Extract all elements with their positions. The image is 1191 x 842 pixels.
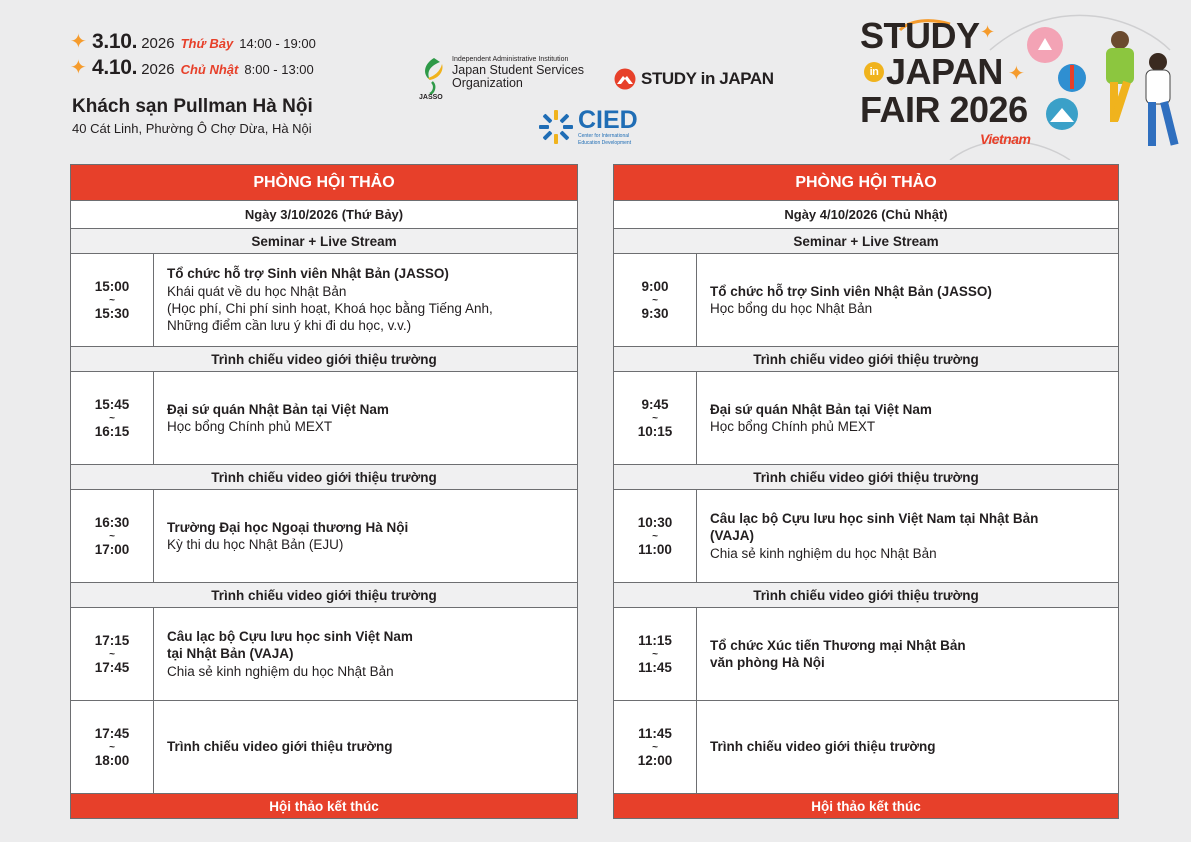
schedule-table-day2 (613, 164, 1119, 819)
table-row (614, 701, 1118, 794)
session-desc (697, 254, 1118, 346)
session-end: 9:30 (641, 305, 669, 321)
session-start: 15:45 (94, 396, 130, 412)
study-in-japan-text: STUDY in JAPAN (641, 69, 774, 88)
date-line-2 (70, 56, 316, 82)
session-end: 11:00 (638, 541, 672, 557)
session-topic: (Học phí, Chi phí sinh hoạt, Khoá học bằng Tiếng Anh, (167, 301, 493, 316)
table-row (71, 372, 577, 465)
session-start: 15:00 (94, 278, 130, 294)
date-weekday: Thứ Bảy (180, 36, 234, 51)
tilde: ~ (109, 530, 115, 542)
table-date: Ngày 3/10/2026 (Thứ Bảy) (71, 201, 577, 229)
session-end: 18:00 (94, 752, 130, 768)
date-day-month: 3.10. (92, 30, 138, 53)
date-day-month: 4.10. (92, 56, 138, 79)
session-topic: Học bổng Chính phủ MEXT (167, 419, 333, 434)
session-end: 17:45 (94, 659, 130, 675)
session-start: 9:45 (641, 396, 669, 412)
video-band: Trình chiếu video giới thiệu trường (614, 465, 1118, 490)
tilde: ~ (109, 648, 115, 660)
venue-name: Khách sạn Pullman Hà Nội (72, 96, 313, 117)
event-dates (70, 30, 316, 82)
session-desc (154, 254, 577, 346)
tilde: ~ (109, 412, 115, 424)
tilde: ~ (652, 412, 658, 424)
session-desc (697, 372, 1118, 464)
video-band: Trình chiếu video giới thiệu trường (71, 583, 577, 608)
tilde: ~ (652, 294, 658, 306)
table-title: PHÒNG HỘI THẢO (71, 165, 577, 201)
cied-sub-line1: Center for International (578, 133, 630, 139)
session-desc (154, 608, 577, 700)
session-time (71, 608, 154, 700)
session-end: 12:00 (637, 752, 673, 768)
study-in-japan-logo (614, 68, 774, 90)
session-topic: Kỳ thi du học Nhật Bản (EJU) (167, 537, 344, 552)
jasso-tagline: Independent Administrative Institution (452, 56, 569, 63)
cied-logo (538, 108, 638, 146)
table-row (71, 701, 577, 794)
sparkle-icon: ✦ (70, 31, 87, 53)
svg-text:✦: ✦ (1008, 61, 1025, 85)
session-desc (697, 701, 1118, 793)
session-org: văn phòng Hà Nội (710, 655, 825, 670)
session-time (614, 490, 697, 582)
session-start: 11:45 (638, 725, 672, 741)
session-time (71, 701, 154, 793)
session-org: Đại sứ quán Nhật Bản tại Việt Nam (167, 401, 389, 417)
fair-line3: FAIR 2026 (860, 89, 1028, 130)
fair-line2: JAPAN (886, 51, 1003, 92)
session-end: 16:15 (94, 423, 130, 439)
tilde: ~ (652, 530, 658, 542)
jasso-name-line2: Organization (452, 76, 523, 91)
session-time (614, 254, 697, 346)
session-desc (154, 701, 577, 793)
fair-country: Vietnam (980, 131, 1031, 147)
session-org: (VAJA) (710, 528, 755, 544)
tilde: ~ (652, 741, 658, 753)
session-start: 17:45 (94, 725, 130, 741)
session-topic: Học bổng Chính phủ MEXT (710, 419, 876, 434)
session-org: Trình chiếu video giới thiệu trường (710, 739, 936, 755)
session-time (614, 608, 697, 700)
date-line-1 (70, 30, 316, 56)
session-topic: Chia sẻ kinh nghiệm du học Nhật Bản (710, 545, 937, 561)
session-org: Câu lạc bộ Cựu lưu học sinh Việt Nam tại Nhật Bản (710, 511, 1039, 527)
session-desc (154, 372, 577, 464)
session-org: Tổ chức hỗ trợ Sinh viên Nhật Bản (JASSO) (167, 266, 449, 282)
sparkle-icon: ✦ (70, 57, 87, 79)
table-row (71, 254, 577, 347)
session-desc (154, 490, 577, 582)
video-band: Trình chiếu video giới thiệu trường (614, 583, 1118, 608)
tilde: ~ (109, 294, 115, 306)
seminar-band: Seminar + Live Stream (71, 229, 577, 254)
session-org: tại Nhật Bản (VAJA) (167, 646, 294, 662)
mount-fuji-icon (614, 68, 636, 90)
table-row (71, 490, 577, 583)
session-topic: Khái quát về du học Nhật Bản (167, 283, 347, 299)
table-row (614, 254, 1118, 347)
cied-sub-line2: Education Development (578, 139, 632, 146)
video-band: Trình chiếu video giới thiệu trường (614, 347, 1118, 372)
table-row (614, 608, 1118, 701)
session-desc (697, 608, 1118, 700)
session-topic: Học bổng du học Nhật Bản (710, 301, 873, 316)
fair-line1: STUDY (860, 15, 980, 56)
session-org: Đại sứ quán Nhật Bản tại Việt Nam (710, 401, 932, 417)
session-time (71, 490, 154, 582)
table-footer: Hội thảo kết thúc (614, 794, 1118, 818)
date-year: 2026 (141, 61, 175, 78)
session-desc (697, 490, 1118, 582)
venue-address: 40 Cát Linh, Phường Ô Chợ Dừa, Hà Nội (72, 121, 312, 136)
session-end: 17:00 (94, 541, 130, 557)
schedule-table-day1 (70, 164, 578, 819)
jasso-name-line1: Japan Student Services (452, 62, 585, 77)
session-end: 15:30 (94, 305, 130, 321)
session-time (614, 372, 697, 464)
session-start: 17:15 (94, 632, 130, 648)
tilde: ~ (109, 741, 115, 753)
table-row (71, 608, 577, 701)
session-org: Câu lạc bộ Cựu lưu học sinh Việt Nam (167, 629, 413, 645)
session-time (614, 701, 697, 793)
session-topic: Chia sẻ kinh nghiệm du học Nhật Bản (167, 663, 394, 679)
fair-in-badge: in (864, 62, 884, 82)
session-time (71, 254, 154, 346)
session-time (71, 372, 154, 464)
session-org: Trình chiếu video giới thiệu trường (167, 739, 393, 755)
cied-word: CIED (578, 106, 638, 134)
session-org: Trường Đại học Ngoại thương Hà Nội (167, 519, 409, 535)
jasso-abbr: JASSO (419, 94, 443, 101)
session-start: 16:30 (94, 514, 130, 530)
session-end: 11:45 (638, 659, 672, 675)
date-time: 14:00 - 19:00 (239, 36, 316, 51)
seminar-band: Seminar + Live Stream (614, 229, 1118, 254)
tilde: ~ (652, 648, 658, 660)
date-time: 8:00 - 13:00 (244, 62, 314, 77)
date-year: 2026 (141, 35, 175, 52)
session-org: Tổ chức hỗ trợ Sinh viên Nhật Bản (JASSO) (710, 283, 992, 299)
svg-text:✦: ✦ (980, 22, 996, 43)
table-footer: Hội thảo kết thúc (71, 794, 577, 818)
session-start: 9:00 (641, 278, 669, 294)
table-row (614, 490, 1118, 583)
table-row (614, 372, 1118, 465)
session-topic: Những điểm cần lưu ý khi đi du học, v.v.) (167, 318, 412, 334)
session-start: 10:30 (637, 514, 673, 530)
session-start: 11:15 (638, 632, 672, 648)
session-end: 10:15 (637, 423, 673, 439)
video-band: Trình chiếu video giới thiệu trường (71, 465, 577, 490)
table-title: PHÒNG HỘI THẢO (614, 165, 1118, 201)
study-in-japan-fair-logo (840, 10, 1191, 160)
session-org: Tổ chức Xúc tiến Thương mại Nhật Bản (710, 637, 966, 653)
video-band: Trình chiếu video giới thiệu trường (71, 347, 577, 372)
table-date: Ngày 4/10/2026 (Chủ Nhật) (614, 201, 1118, 229)
cied-sun-icon (538, 109, 574, 145)
date-weekday: Chủ Nhật (180, 62, 239, 77)
